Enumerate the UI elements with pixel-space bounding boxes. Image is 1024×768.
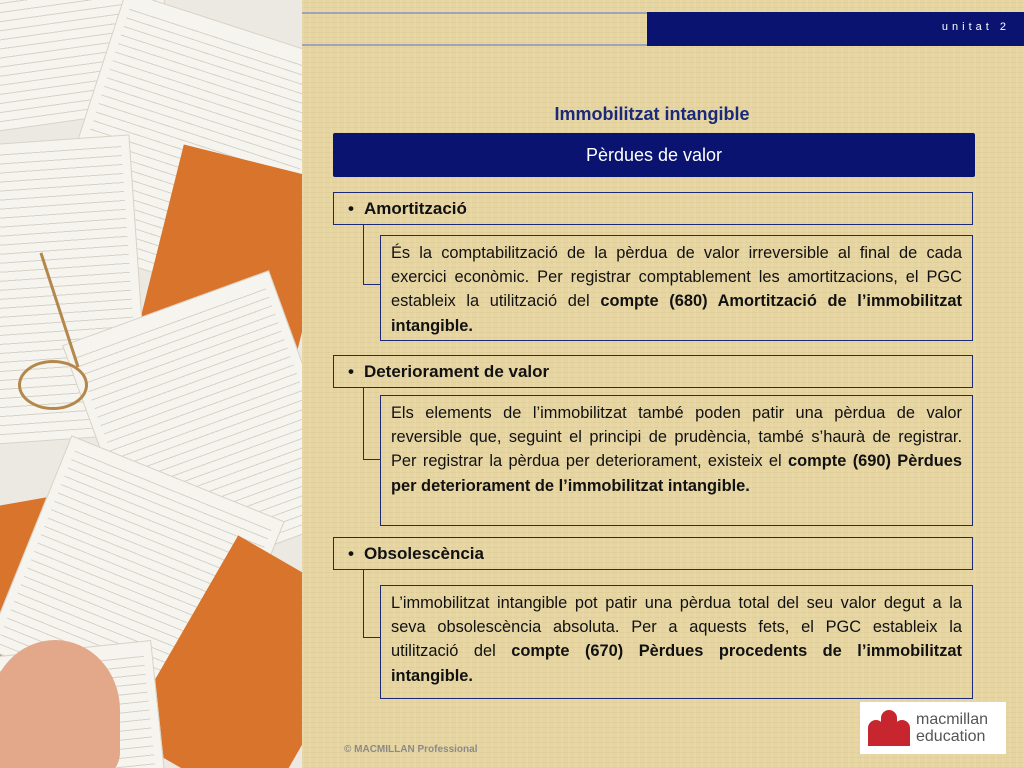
section-heading-amortitzacio xyxy=(333,192,973,225)
copyright-text: © MACMILLAN Professional xyxy=(344,744,478,755)
body-text: L’immobilitzat intangible pot patir una pèrdua total del seu valor degut a la seva obsolescència absoluta. Per a aquests fets, el PGC estableix la utilització del xyxy=(391,594,962,661)
unit-header-band xyxy=(647,12,1024,46)
logo-line2: education xyxy=(916,728,986,745)
connector-line xyxy=(363,225,380,285)
logo-line1: macmillan xyxy=(916,711,989,728)
bullet-icon: • xyxy=(348,198,354,218)
body-text-bold: compte (690) Pèrdues per deteriorament de l’immobilitzat intangible. xyxy=(391,452,962,495)
glasses-lens-icon xyxy=(18,360,88,410)
body-text: Els elements de l’immobilitzat també poden patir una pèrdua de valor reversible que, seguint el principi de prudència, també s’haurà de registrar. Per registrar la pèrdua per deteriorament, existeix el xyxy=(391,404,962,471)
heading-label: Obsolescència xyxy=(363,543,484,563)
unit-label: unitat 2 xyxy=(941,21,1010,33)
body-text-bold: compte (670) Pèrdues procedents de l’immobilitzat intangible. xyxy=(391,642,962,685)
connector-line xyxy=(363,388,380,460)
bullet-icon: • xyxy=(348,361,354,381)
body-text-amortitzacio xyxy=(380,235,973,341)
section-heading-obsolescencia xyxy=(333,537,973,570)
slide-content xyxy=(302,0,1024,768)
body-text-deteriorament xyxy=(380,395,973,526)
background-photo xyxy=(0,0,302,768)
body-text-bold: compte (680) Amortització de l’immobilitzat intangible. xyxy=(391,292,962,335)
connector-line xyxy=(363,570,380,638)
bullet-icon: • xyxy=(348,543,354,563)
body-text-obsolescencia xyxy=(380,585,973,699)
heading-label: Deteriorament de valor xyxy=(363,361,550,381)
macmillan-logo xyxy=(860,702,1006,754)
macmillan-logo-icon xyxy=(868,710,910,746)
page-title: Immobilitzat intangible xyxy=(554,104,750,124)
section-title-bar xyxy=(333,133,975,177)
section-title: Pèrdues de valor xyxy=(585,144,723,165)
header-line xyxy=(302,12,647,14)
body-text: És la comptabilització de la pèrdua de valor irreversible al final de cada exercici econòmic. Per registrar comptablement les amortitzacions, el PGC estableix la utilització del xyxy=(391,244,962,311)
heading-label: Amortització xyxy=(363,198,467,218)
section-heading-deteriorament xyxy=(333,355,973,388)
header-line xyxy=(302,44,647,46)
